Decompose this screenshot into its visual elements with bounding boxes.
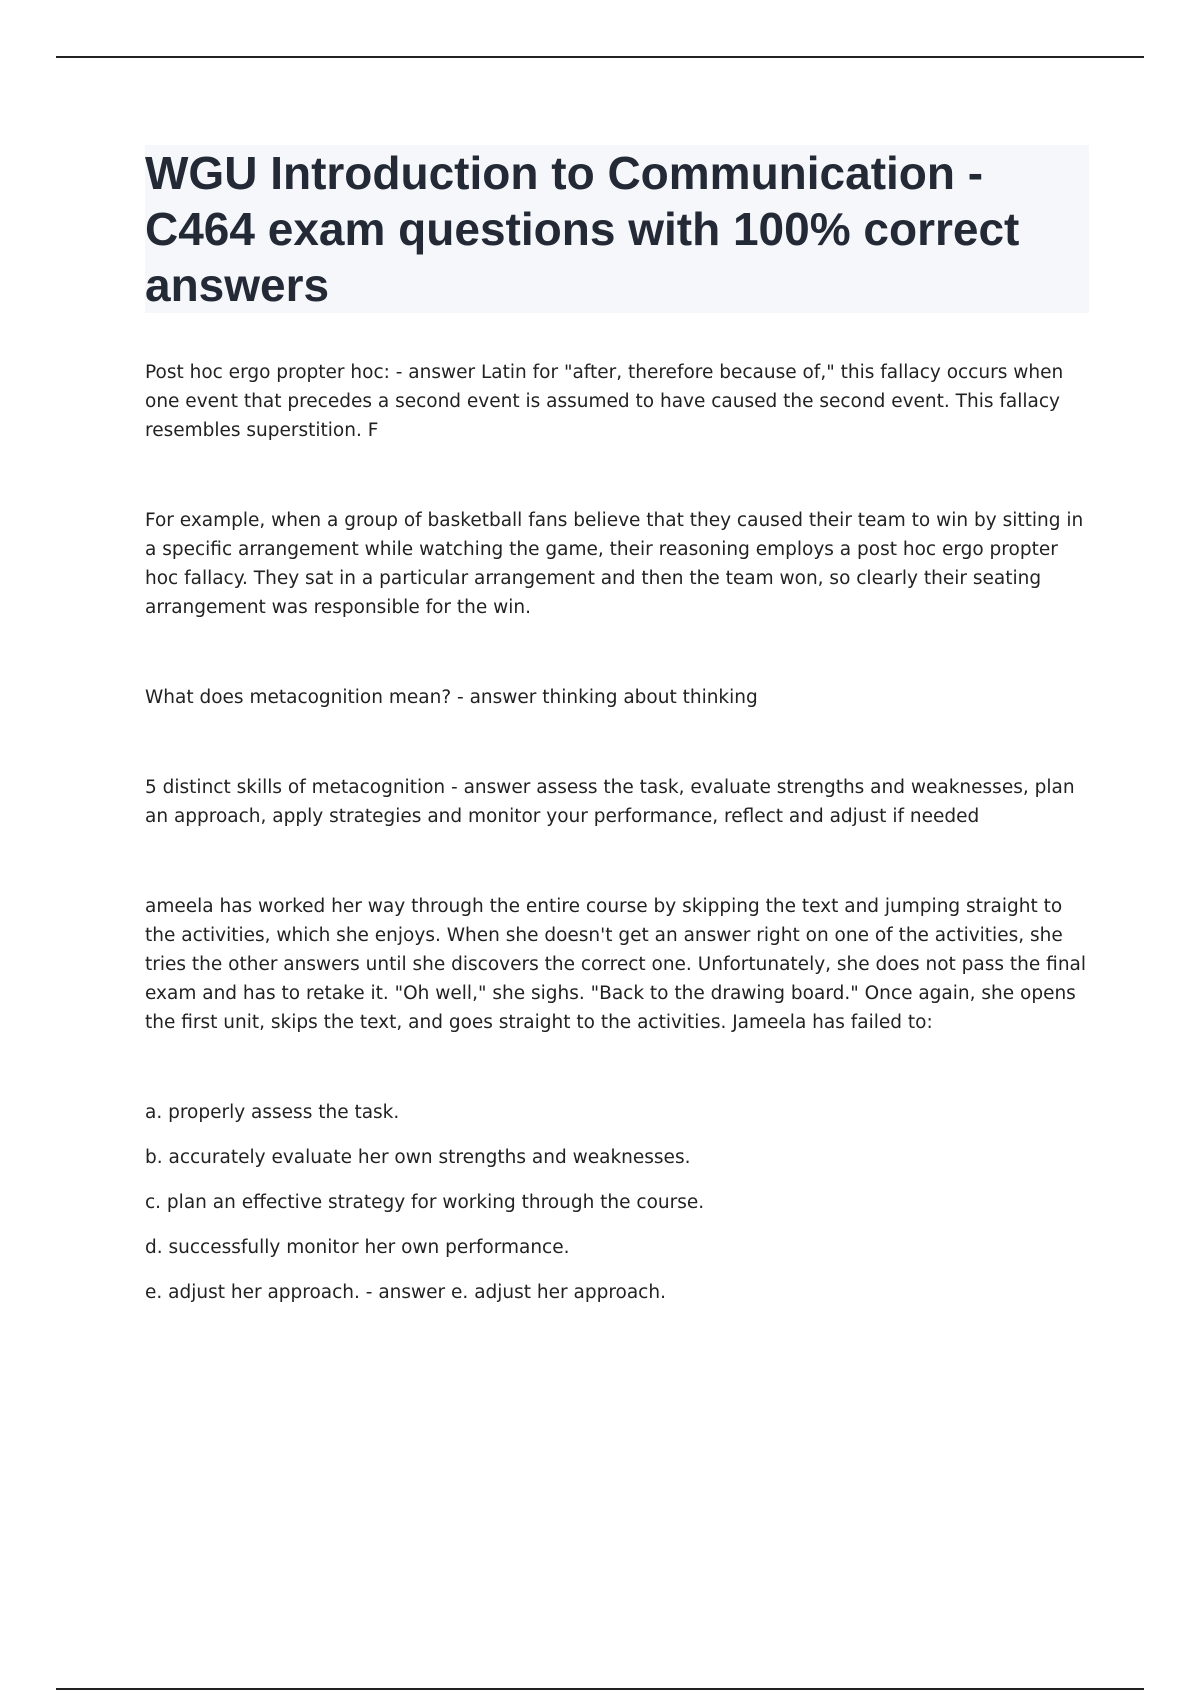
qa-metacognition-skills: 5 distinct skills of metacognition - answer assess the task, evaluate strengths and weaknesses, plan an approach, apply strategies and monitor your performance, reflect and adjust if needed [145,777,1075,827]
top-horizontal-rule [56,56,1144,58]
answer-option-c: c. plan an effective strategy for working through the course. [145,1192,705,1213]
qa-metacognition-meaning: What does metacognition mean? - answer thinking about thinking [145,687,758,708]
answer-options-list [145,1098,1095,1307]
qa-post-hoc: Post hoc ergo propter hoc: - answer Latin for "after, therefore because of," this fallacy occurs when one event that precedes a second event is assumed to have caused the second event. This fallacy resembles superstition. F [145,362,1064,441]
document-body [145,358,1095,1323]
title-block [145,145,1089,313]
answer-option-e: e. adjust her approach. - answer e. adjust her approach. [145,1282,666,1303]
bottom-horizontal-rule [56,1688,1144,1690]
answer-option-d: d. successfully monitor her own performance. [145,1237,570,1258]
document-title: WGU Introduction to Communication - C464 exam questions with 100% correct answers [145,147,1020,311]
qa-post-hoc-example: For example, when a group of basketball fans believe that they caused their team to win by sitting in a specific arrangement while watching the game, their reasoning employs a post hoc ergo propter hoc fallacy. They sat in a particular arrangement and then the team won, so clearly their seating arrangement was responsible for the win. [145,510,1084,618]
answer-option-b: b. accurately evaluate her own strengths and weaknesses. [145,1147,691,1168]
answer-option-a: a. properly assess the task. [145,1102,400,1123]
qa-jameela-scenario: ameela has worked her way through the entire course by skipping the text and jumping straight to the activities, which she enjoys. When she doesn't get an answer right on one of the activities, she tries the other answers until she discovers the correct one. Unfortunately, she does not pass the final exam and has to retake it. "Oh well," she sighs. "Back to the drawing board." Once again, she opens the first unit, skips the text, and goes straight to the activities. Jameela has failed to: [145,896,1087,1033]
